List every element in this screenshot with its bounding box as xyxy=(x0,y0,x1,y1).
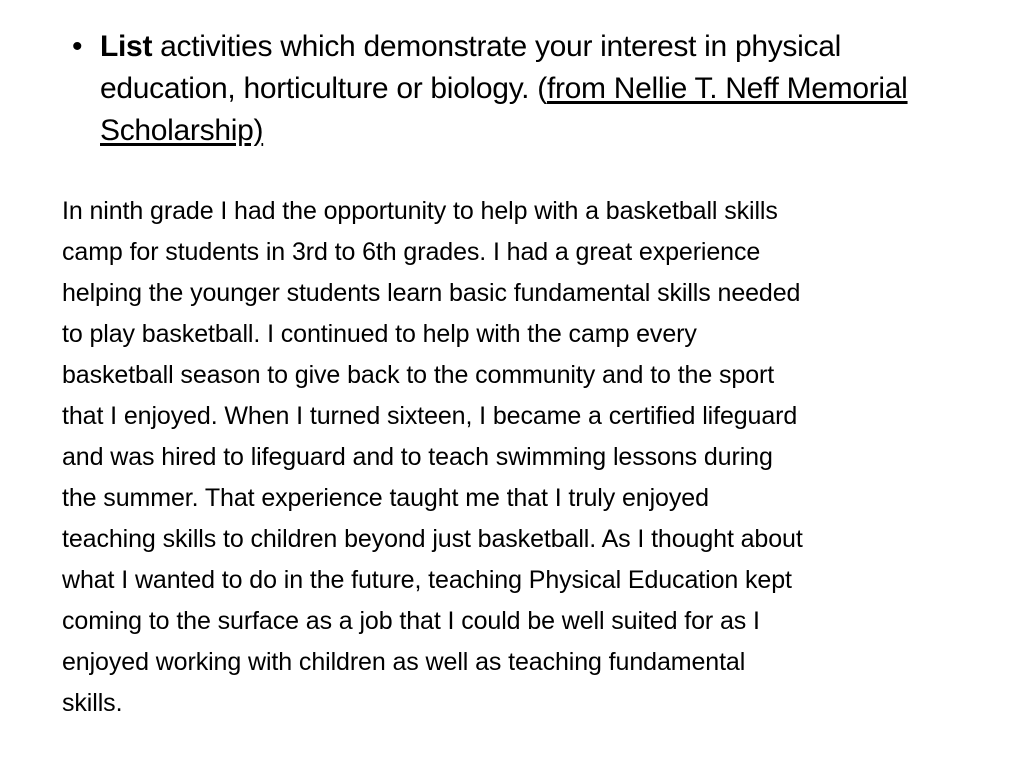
answer-line: skills. xyxy=(62,689,123,717)
prompt-row xyxy=(72,26,952,152)
prompt-bullet xyxy=(72,26,952,152)
answer-line: camp for students in 3rd to 6th grades. I had a great experience xyxy=(62,238,761,266)
answer-line: helping the younger students learn basic fundamental skills needed xyxy=(62,279,801,307)
answer-line: what I wanted to do in the future, teaching Physical Education kept xyxy=(62,566,792,594)
answer-line: enjoyed working with children as well as teaching fundamental xyxy=(62,648,746,676)
answer-line: teaching skills to children beyond just basketball. As I thought about xyxy=(62,525,803,553)
answer-line: that I enjoyed. When I turned sixteen, I became a certified lifeguard xyxy=(62,402,798,430)
bullet-icon: • xyxy=(72,30,83,63)
answer-line: and was hired to lifeguard and to teach swimming lessons during xyxy=(62,443,773,471)
answer-line: to play basketball. I continued to help with the camp every xyxy=(62,320,697,348)
answer-line: coming to the surface as a job that I could be well suited for as I xyxy=(62,607,760,635)
source-link[interactable]: from Nellie T. Neff Memorial Scholarship) xyxy=(100,72,908,147)
answer-line: In ninth grade I had the opportunity to help with a basketball skills xyxy=(62,197,778,225)
prompt-bold-word: List xyxy=(100,30,153,63)
answer-line: the summer. That experience taught me that I truly enjoyed xyxy=(62,484,709,512)
answer-paragraph xyxy=(62,191,962,724)
prompt-text: activities which demonstrate your interest in physical education, horticulture or biology. ( xyxy=(100,30,841,105)
answer-line: basketball season to give back to the community and to the sport xyxy=(62,361,775,389)
